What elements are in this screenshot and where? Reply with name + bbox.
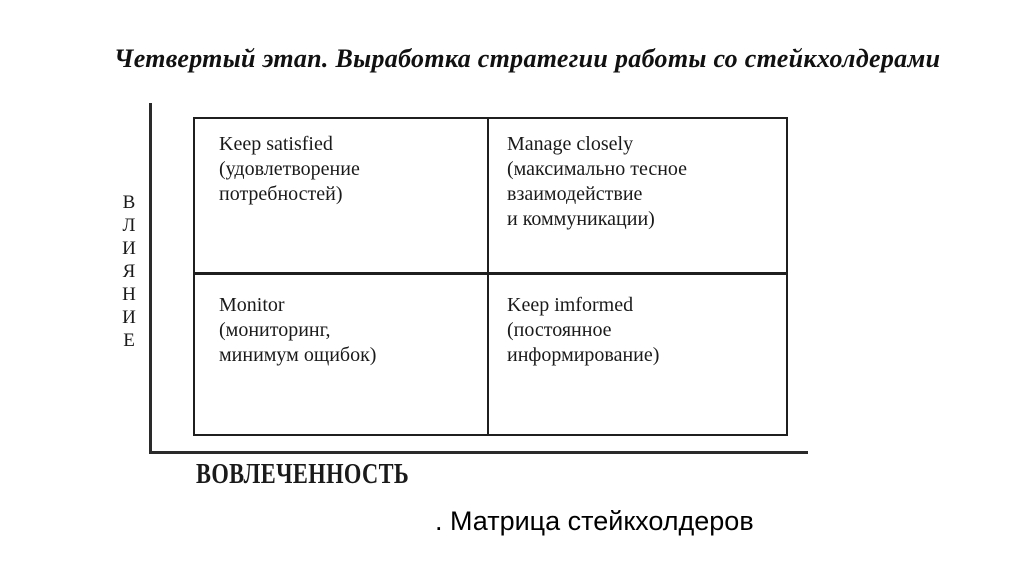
quadrant-monitor — [195, 275, 489, 434]
quadrant-title-en: Keep imformed — [507, 294, 634, 316]
quadrant-subtitle-ru-line: потребностей) — [219, 183, 343, 205]
quadrant-subtitle-ru-line: (удовлетворение — [219, 158, 360, 180]
quadrant-subtitle-ru-line: минимум ощибок) — [219, 344, 377, 366]
quadrant-title-en: Keep satisfied — [219, 133, 333, 155]
quadrant-subtitle-ru-line: информирование) — [507, 344, 660, 366]
quadrant-keep-informed — [489, 275, 786, 434]
quadrant-subtitle-ru-line: и коммуникации) — [507, 208, 655, 230]
figure-caption: . Матрица стейкхолдеров — [435, 506, 754, 536]
quadrant-subtitle-ru-line: (постоянное — [507, 319, 612, 341]
y-axis-line — [149, 103, 152, 454]
x-axis-label: ВОВЛЕЧЕННОСТЬ — [196, 459, 410, 490]
quadrant-subtitle-ru-line: (максимально тесное — [507, 158, 688, 180]
stakeholder-matrix — [193, 117, 788, 436]
x-axis-line — [149, 451, 808, 454]
quadrant-keep-satisfied — [195, 119, 489, 275]
quadrant-title-en: Monitor — [219, 294, 285, 316]
quadrant-title-en: Manage closely — [507, 133, 634, 155]
quadrant-subtitle-ru-line: взаимодействие — [507, 183, 643, 205]
quadrant-manage-closely — [489, 119, 786, 275]
y-axis-label: ВЛИЯНИЕ — [122, 192, 136, 351]
quadrant-subtitle-ru-line: (мониторинг, — [219, 319, 331, 341]
slide-title: Четвертый этап. Выработка стратегии работы со стейкхолдерами — [114, 44, 941, 73]
